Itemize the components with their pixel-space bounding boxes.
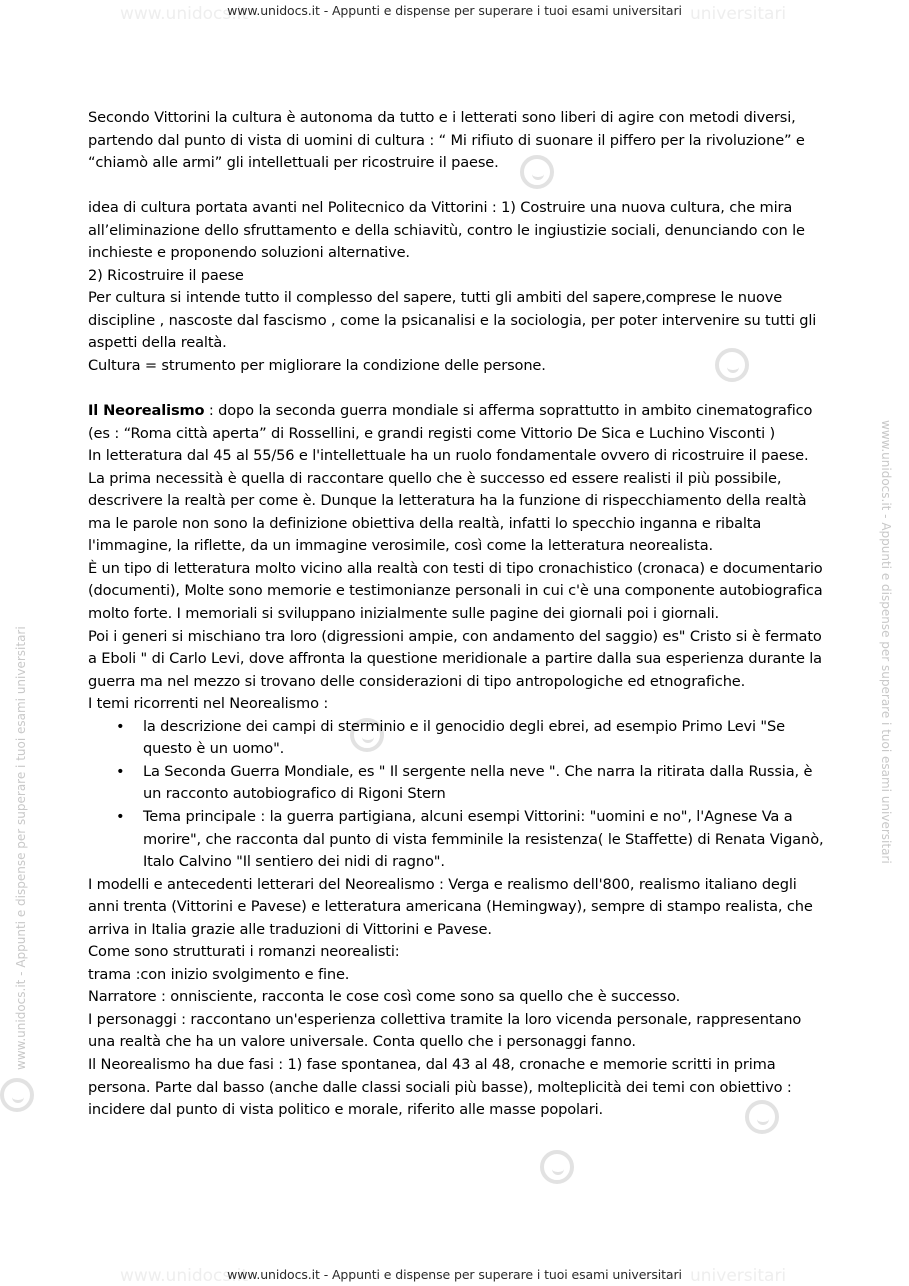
watermark-text: universitari bbox=[690, 1266, 787, 1286]
paragraph: Poi i generi si mischiano tra loro (digressioni ampie, con andamento del saggio) es" Cristo si è fermato a Eboli " di Carlo Levi, dove affronta la questione meridionale a partire dalla sua esperienza durante la guerra ma nel mezzo si trovano delle considerazioni di tipo antropologiche ed etnografiche. bbox=[88, 627, 822, 690]
paragraph: I temi ricorrenti nel Neorealismo : bbox=[88, 695, 329, 713]
paragraph: Per cultura si intende tutto il complesso del sapere, tutti gli ambiti del sapere,comprese le nuove discipline , nascoste dal fascismo , come la psicanalisi e la sociologia, per poter intervenire su tutti gli aspetti della realtà. bbox=[88, 289, 817, 352]
paragraph bbox=[88, 400, 828, 445]
paragraph: I personaggi : raccontano un'esperienza collettiva tramite la loro vicenda personale, rappresentano una realtà che ha un valore universale. Conta quello che i personaggi fanno. bbox=[88, 1010, 802, 1051]
paragraph: Secondo Vittorini la cultura è autonoma da tutto e i letterati sono liberi di agire con metodi diversi, partendo dal punto di vista di uomini di cultura : “ Mi rifiuto di suonare il piffero per la rivoluzione” e “chiamò alle armi” gli intellettuali per ricostruire il paese. bbox=[88, 109, 805, 172]
list-item: • La Seconda Guerra Mondiale, es " Il sergente nella neve ". Che narra la ritirata dalla Russia, è un racconto autobiografico di Rigoni Stern bbox=[143, 761, 828, 806]
vertical-watermark-right: www.unidocs.it - Appunti e dispense per superare i tuoi esami universitari bbox=[879, 420, 893, 864]
paragraph: I modelli e antecedenti letterari del Neorealismo : Verga e realismo dell'800, realismo italiano degli anni trenta (Vittorini e Pavese) e letteratura americana (Hemingway), sempre di stampo realista, che arriva in Italia grazie alle traduzioni di Vittorini e Pavese. bbox=[88, 875, 813, 938]
paragraph: Come sono strutturati i romanzi neorealisti: bbox=[88, 943, 400, 961]
paragraph: Il Neorealismo ha due fasi : 1) fase spontanea, dal 43 al 48, cronache e memorie scritti in prima persona. Parte dal basso (anche dalle classi sociali più basse), molteplicità dei temi con obiettivo : incidere dal punto di vista politico e morale, riferito alle masse popolari. bbox=[88, 1055, 792, 1119]
paragraph: trama :con inizio svolgimento e fine. bbox=[88, 965, 350, 983]
paragraph: È un tipo di letteratura molto vicino alla realtà con testi di tipo cronachistico (cronaca) e documentario (documenti), Molte sono memorie e testimonianze personali in cui c'è una componente autobiografica molto forte. I memoriali si sviluppano inizialmente sulle pagine dei giornali poi i giornali. bbox=[88, 559, 823, 623]
watermark-text: www.unidocs.it bbox=[120, 4, 249, 24]
watermark-text: universitari bbox=[690, 4, 787, 24]
unidocs-logo-icon bbox=[540, 1150, 574, 1184]
themes-list bbox=[88, 716, 828, 874]
list-item: • la descrizione dei campi di sterminio e il genocidio degli ebrei, ad esempio Primo Levi "Se questo è un uomo". bbox=[143, 716, 828, 761]
list-item: • Tema principale : la guerra partigiana, alcuni esempi Vittorini: "uomini e no", l'Agnese Va a morire", che racconta dal punto di vista femminile la resistenza( le Staffette) di Renata Viganò, Italo Calvino "Il sentiero dei nidi di ragno". bbox=[143, 806, 828, 874]
paragraph: 2) Ricostruire il paese bbox=[88, 266, 244, 284]
document-body bbox=[88, 107, 828, 1122]
unidocs-logo-icon bbox=[0, 1078, 34, 1112]
paragraph: idea di cultura portata avanti nel Politecnico da Vittorini : 1) Costruire una nuova cultura, che mira all’eliminazione dello sfruttamento e della schiavitù, contro le ingiustizie sociali, denunciando con le inchieste e proponendo soluzioni alternative. bbox=[88, 199, 805, 262]
vertical-watermark-left: www.unidocs.it - Appunti e dispense per superare i tuoi esami universitari bbox=[14, 626, 28, 1070]
section-heading-neorealismo: Il Neorealismo bbox=[88, 402, 205, 420]
page-header-banner: www.unidocs.it - Appunti e dispense per superare i tuoi esami universitari bbox=[227, 3, 682, 18]
page-footer-banner: www.unidocs.it - Appunti e dispense per superare i tuoi esami universitari bbox=[227, 1267, 682, 1282]
paragraph: Cultura = strumento per migliorare la condizione delle persone. bbox=[88, 357, 546, 375]
paragraph-text: : dopo la seconda guerra mondiale si afferma soprattutto in ambito cinematografico (es : “Roma città aperta” di Rossellini, e grandi registi come Vittorio De Sica e Luchino Visconti ) bbox=[88, 402, 813, 442]
paragraph: In letteratura dal 45 al 55/56 e l'intellettuale ha un ruolo fondamentale ovvero di ricostruire il paese. La prima necessità è quella di raccontare quello che è successo ed essere realisti il più possibile, descrivere la realtà per come è. Dunque la letteratura ha la funzione di rispecchiamento della realtà ma le parole non sono la definizione obiettiva della realtà, infatti lo specchio inganna e ribalta l'immagine, la riflette, da un immagine verosimile, così come la letteratura neorealista. bbox=[88, 447, 809, 555]
paragraph: Narratore : onnisciente, racconta le cose così come sono sa quello che è successo. bbox=[88, 988, 681, 1006]
watermark-text: www.unidocs.it bbox=[120, 1266, 249, 1286]
